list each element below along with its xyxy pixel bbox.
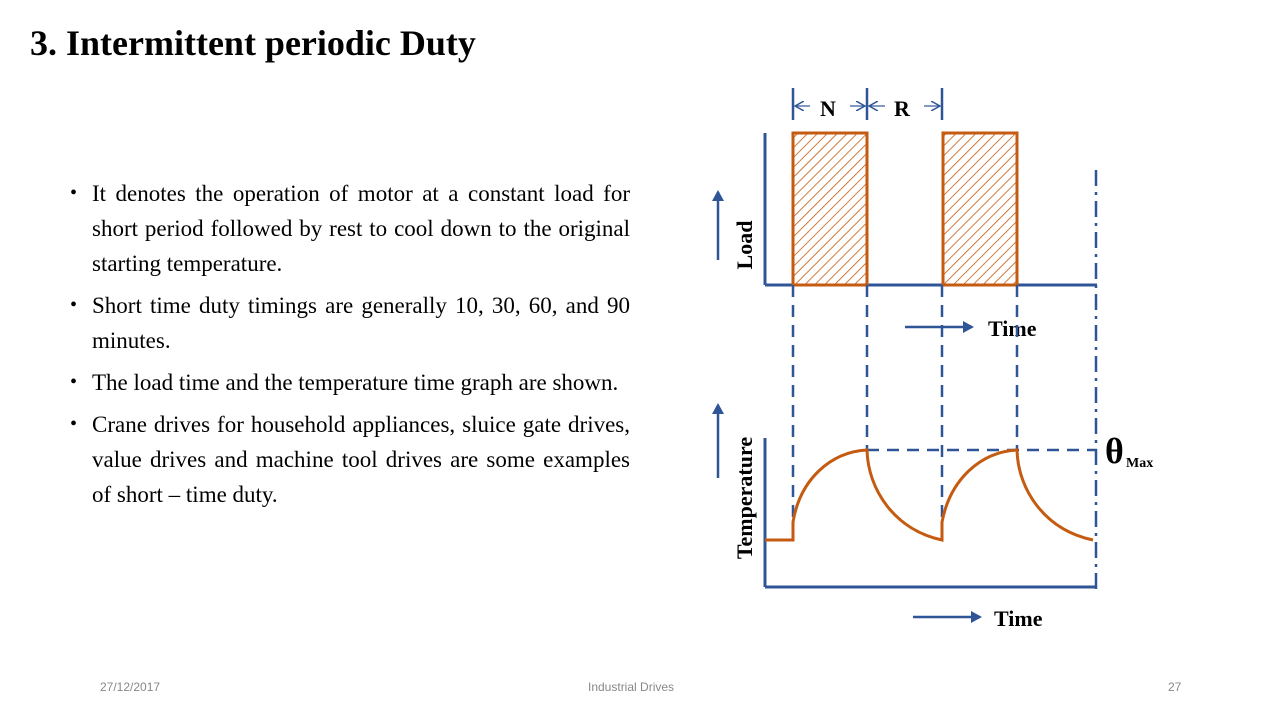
slide-title: 3. Intermittent periodic Duty — [30, 23, 476, 63]
footer-title: Industrial Drives — [588, 680, 675, 694]
nr-dimension — [793, 88, 942, 121]
time-axis-label-bottom: Time — [994, 606, 1043, 631]
load-pulse — [793, 133, 867, 285]
load-axis-label: Load — [732, 220, 757, 270]
bullet-dot-icon: • — [70, 294, 78, 316]
theta-symbol: θ — [1105, 431, 1124, 471]
bullet-text: Short time duty timings are generally 10, 30, 60, and 90 minutes. — [92, 293, 630, 353]
footer-page-number: 27 — [1168, 680, 1182, 694]
load-graph — [718, 133, 1097, 341]
bullet-dot-icon: • — [70, 371, 78, 393]
bullet-dot-icon: • — [70, 182, 78, 204]
bullet-text: Crane drives for household appliances, sluice gate drives, value drives and machine tool drives are some examples of short – time duty. — [92, 412, 630, 507]
temperature-graph — [718, 405, 1153, 631]
footer-date: 27/12/2017 — [100, 680, 161, 694]
bullet-dot-icon: • — [70, 413, 78, 435]
time-axis-label-top: Time — [988, 316, 1037, 341]
temperature-axis-label: Temperature — [732, 436, 757, 560]
guide-lines — [793, 285, 1097, 540]
label-r: R — [894, 96, 910, 121]
temperature-curve — [765, 450, 1093, 540]
theta-max-subscript: Max — [1126, 456, 1154, 471]
load-pulse — [943, 133, 1017, 285]
label-n: N — [820, 96, 836, 121]
bullet-text: It denotes the operation of motor at a constant load for short period followed by rest to cool down to the original starting temperature. — [92, 181, 630, 276]
bullet-text: The load time and the temperature time graph are shown. — [92, 370, 619, 395]
